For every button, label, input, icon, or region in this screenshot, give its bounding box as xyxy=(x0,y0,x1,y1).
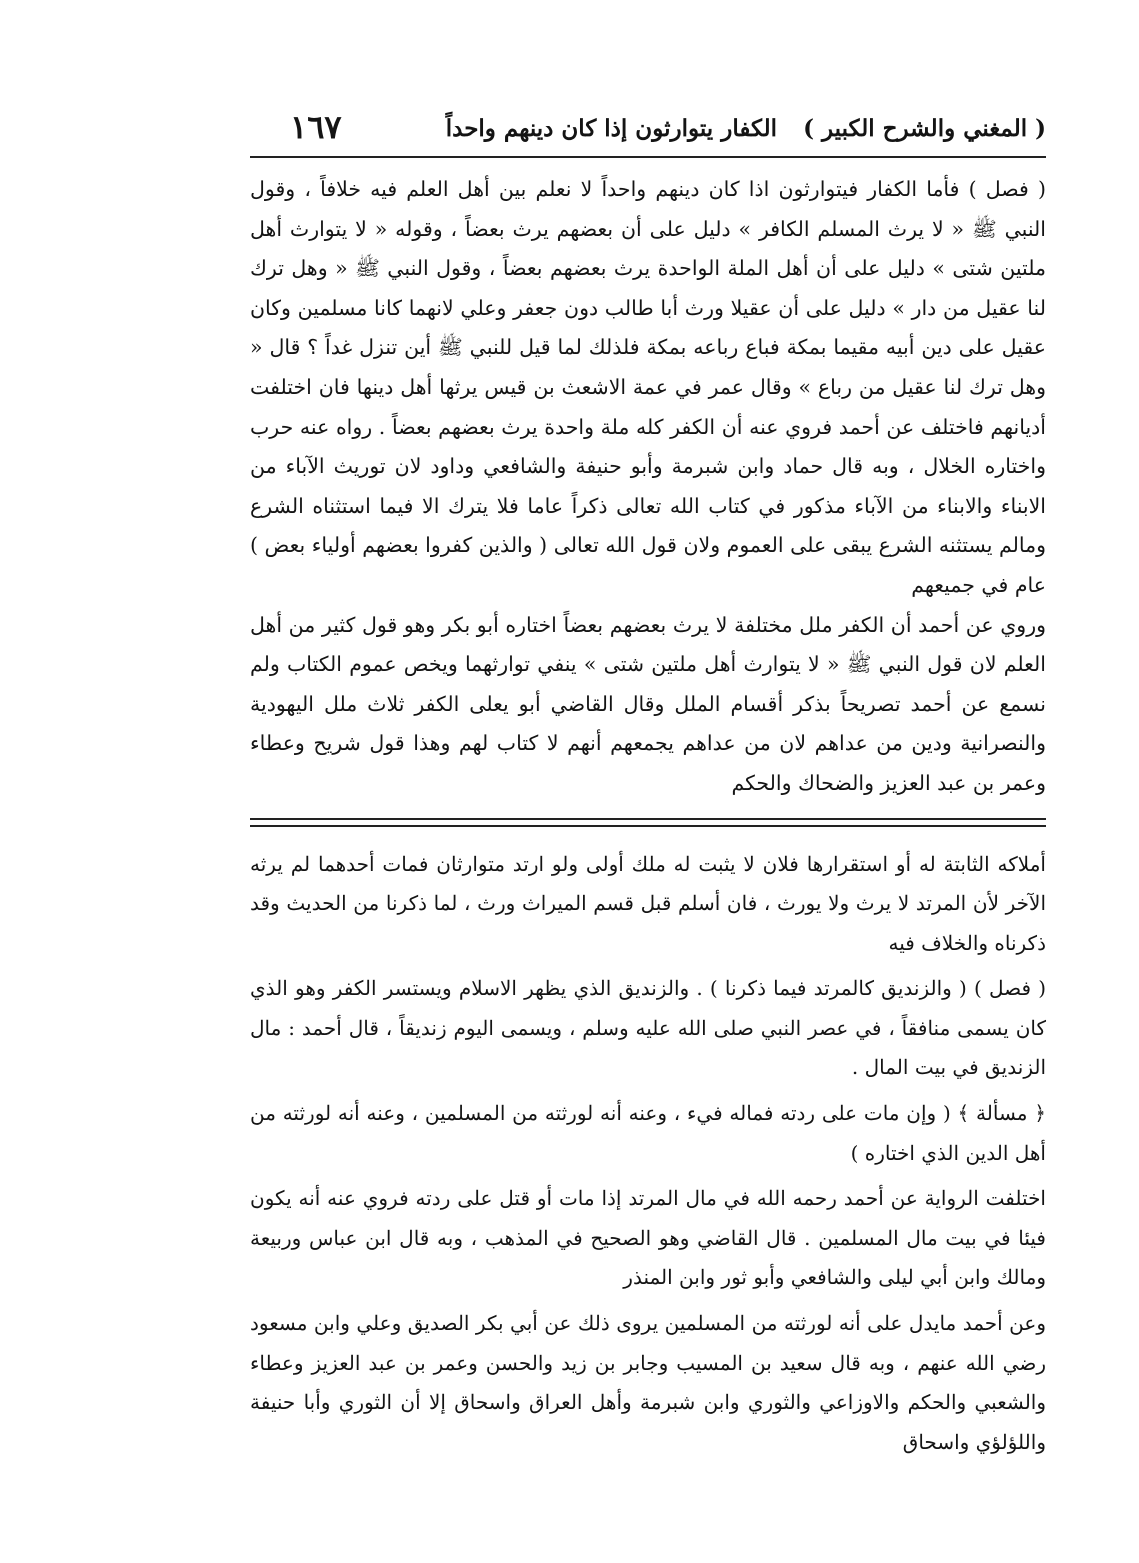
book-page xyxy=(250,100,1046,1530)
book-title: ( المغني والشرح الكبير ) xyxy=(803,114,1046,142)
page-header xyxy=(250,100,1046,156)
header-rule xyxy=(250,156,1046,158)
commentary-paragraph: وعن أحمد مايدل على أنه لورثته من المسلمين يروى ذلك عن أبي بكر الصديق وعلي وابن مسعود رضي الله عنهم ، وبه قال سعيد بن المسيب وجابر بن زيد والحسن وعمر بن عبد العزيز وعطاء والشعبي والحكم والاوزاعي والثوري وابن شبرمة وأهل العراق واسحاق إلا أن الثوري وأبا حنيفة واللؤلؤي واسحاق xyxy=(250,1311,1046,1454)
main-paragraph: وروي عن أحمد أن الكفر ملل مختلفة لا يرث بعضهم بعضاً اختاره أبو بكر وهو قول كثير من أهل العلم لان قول النبي ﷺ « لا يتوارث أهل ملتين شتى » ينفي توارثهما ويخص عموم الكتاب ولم نسمع عن أحمد تصريحاً بذكر أقسام الملل وقال القاضي أبو يعلى الكفر ثلاث ملل اليهودية والنصرانية ودين من عداهم لان من عداهم يجمعهم أنهم لا كتاب لهم وهذا قول شريح وعطاء وعمر بن عبد العزيز والضحاك والحكم xyxy=(250,612,1046,795)
main-text xyxy=(250,170,1046,804)
main-paragraph: ( فصل ) فأما الكفار فيتوارثون اذا كان دينهم واحداً لا نعلم بين أهل العلم فيه خلافاً ، وقول النبي ﷺ « لا يرث المسلم الكافر » دليل على أن بعضهم يرث بعضاً ، وقوله « لا يتوارث أهل ملتين شتى » دليل على أن أهل الملة الواحدة يرث بعضهم بعضاً ، وقول النبي ﷺ « وهل ترك لنا عقيل من دار » دليل على أن عقيلا ورث أبا طالب دون جعفر وعلي لانهما كانا مسلمين وكان عقيل على دين أبيه مقيما بمكة فباع رباعه بمكة فلذلك لما قيل للنبي ﷺ أين تنزل غداً ؟ قال « وهل ترك لنا عقيل من رباع » وقال عمر في عمة الاشعث بن قيس يرثها أهل دينها فان اختلفت أديانهم فاختلف عن أحمد فروي عنه أن الكفر كله ملة واحدة يرث بعضهم بعضاً . رواه عنه حرب واختاره الخلال ، وبه قال حماد وابن شبرمة وأبو حنيفة والشافعي وداود لان توريث الآباء من الابناء والابناء من الآباء مذكور في كتاب الله تعالى ذكراً عاما فلا يترك الا فيما استثناه الشرع ومالم يستثنه الشرع يبقى على العموم ولان قول الله تعالى ( والذين كفروا بعضهم أولياء بعض ) عام في جميعهم xyxy=(250,177,1046,597)
page-number: ١٦٧ xyxy=(290,108,342,146)
masala-heading: ﴿ مسألة ﴾ ( وإن مات على ردته فماله فيء ، وعنه أنه لورثته من المسلمين ، وعنه أنه لورثته من أهل الدين الذي اختاره ) xyxy=(250,1101,1046,1165)
commentary-paragraph: اختلفت الرواية عن أحمد رحمه الله في مال المرتد إذا مات أو قتل على ردته فروي عنه أنه يكون فيئا في بيت مال المسلمين . قال القاضي وهو الصحيح في المذهب ، وبه قال ابن عباس وربيعة ومالك وابن أبي ليلى والشافعي وأبو ثور وابن المنذر xyxy=(250,1186,1046,1290)
running-topic: الكفار يتوارثون إذا كان دينهم واحداً xyxy=(445,114,778,142)
commentary-text xyxy=(250,845,1046,1463)
commentary-paragraph: أملاكه الثابتة له أو استقرارها فلان لا يثبت له ملك أولى ولو ارتد متوارثان فمات أحدهما لم يرثه الآخر لأن المرتد لا يرث ولا يورث ، فان أسلم قبل قسم الميراث ورث ، لما ذكرنا من الحديث وقد ذكرناه والخلاف فيه xyxy=(250,851,1046,955)
commentary-paragraph: ( فصل ) ( والزنديق كالمرتد فيما ذكرنا ) . والزنديق الذي يظهر الاسلام ويستسر الكفر وهو الذي كان يسمى منافقاً ، في عصر النبي صلى الله عليه وسلم ، ويسمى اليوم زنديقاً ، قال أحمد : مال الزنديق في بيت المال . xyxy=(250,976,1047,1080)
section-divider xyxy=(250,818,1046,827)
